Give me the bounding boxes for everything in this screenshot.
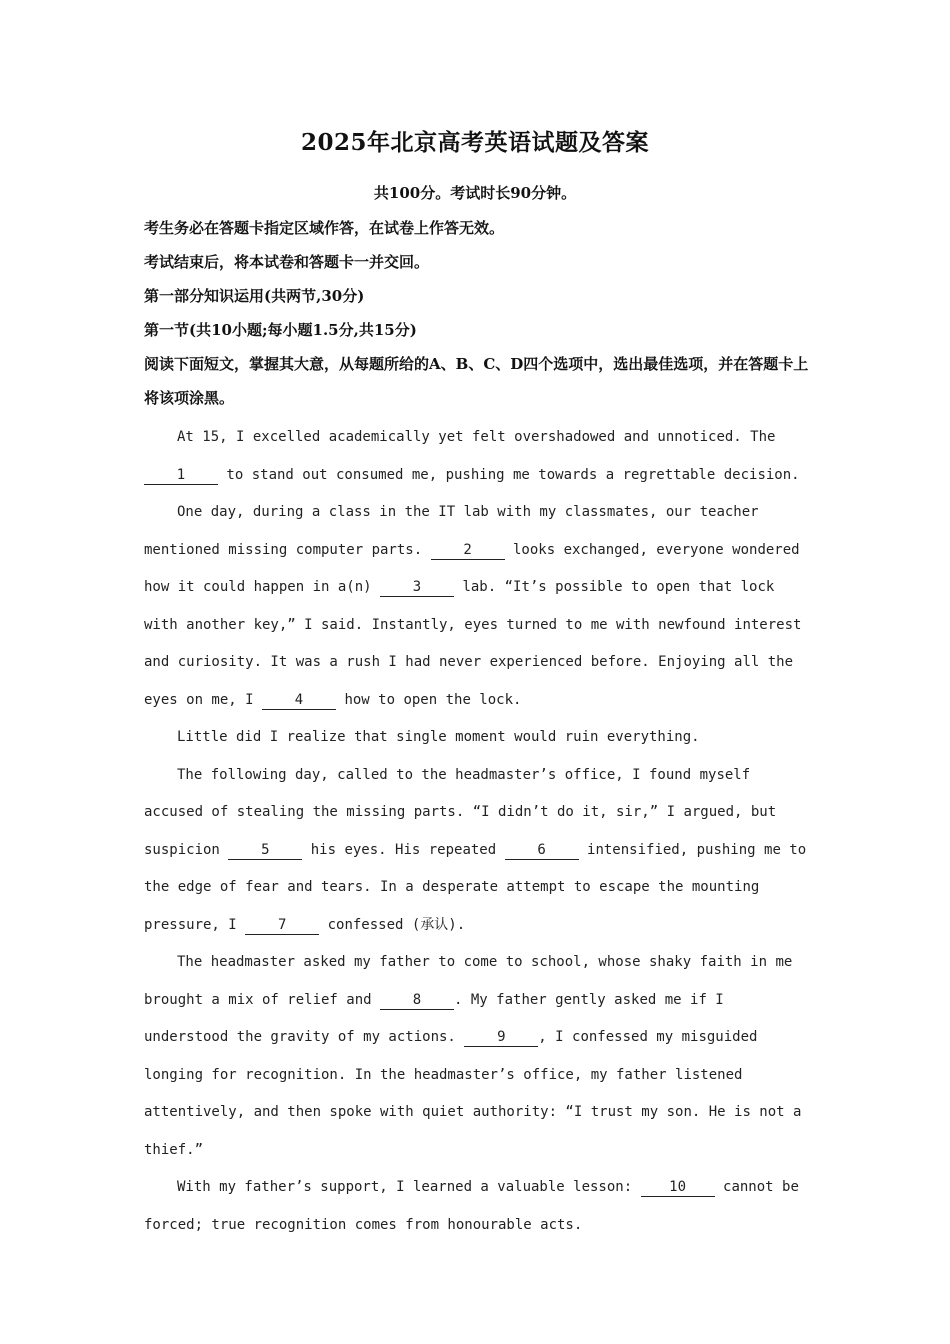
blank-9: 9: [464, 1028, 538, 1047]
blank-8: 8: [380, 991, 454, 1010]
paragraph-2: One day, during a class in the IT lab with my classmates, our teacher mentioned missing computer parts. 2 looks exchanged, everyone wondered how it could happen in a(n) 3 lab. “It’s possible to open that lock with another key,” I said. Instantly, eyes turned to me with newfound interest and curiosity. It was a rush I had never experienced before. Enjoying all the eyes on me, I 4 how to open the lock.: [144, 504, 802, 708]
paragraph-4: The following day, called to the headmaster’s office, I found myself accused of stealing the missing parts. “I didn’t do it, sir,” I argued, but suspicion 5 his eyes. His repeated 6 intensified, pushing me to the edge of fear and tears. In a desperate attempt to escape the mounting pressure, I 7 confessed (承认).: [144, 766, 807, 933]
blank-6: 6: [505, 841, 579, 860]
subsection-heading: 第一节(共10小题;每小题1.5分,共15分): [144, 321, 417, 339]
blank-5: 5: [228, 841, 302, 860]
blank-1: 1: [144, 466, 218, 485]
reading-instruction: 阅读下面短文，掌握其大意，从每题所给的A、B、C、D四个选项中，选出最佳选项，并在答题卡上将该项涂黑。: [144, 355, 809, 407]
cloze-passage: [144, 419, 810, 1244]
blank-3: 3: [380, 578, 454, 597]
exam-info: 共100分。考试时长90分钟。: [373, 184, 577, 202]
blank-10: 10: [641, 1178, 715, 1197]
section-heading: 第一部分知识运用(共两节,30分): [144, 287, 365, 305]
paragraph-1: At 15, I excelled academically yet felt overshadowed and unnoticed. The 1 to stand out consumed me, pushing me towards a regrettable decision.: [144, 419, 810, 494]
page-title: 2025年北京高考英语试题及答案: [300, 129, 649, 156]
blank-4: 4: [262, 691, 336, 710]
blank-2: 2: [431, 541, 505, 560]
paragraph-3: Little did I realize that single moment would ruin everything.: [177, 729, 700, 745]
instruction-2: 考试结束后，将本试卷和答题卡一并交回。: [144, 253, 430, 271]
blank-7: 7: [245, 916, 319, 935]
instruction-1: 考生务必在答题卡指定区域作答，在试卷上作答无效。: [144, 219, 505, 237]
paragraph-6: With my father’s support, I learned a valuable lesson: 10 cannot be forced; true recognition comes from honourable acts.: [144, 1179, 799, 1233]
paragraph-5: The headmaster asked my father to come to school, whose shaky faith in me brought a mix of relief and 8 . My father gently asked me if I understood the gravity of my actions. 9 , I confessed my misguided longing for recognition. In the headmaster’s office, my father listened attentively, and then spoke with quiet authority: “I trust my son. He is not a thief.”: [144, 954, 802, 1158]
